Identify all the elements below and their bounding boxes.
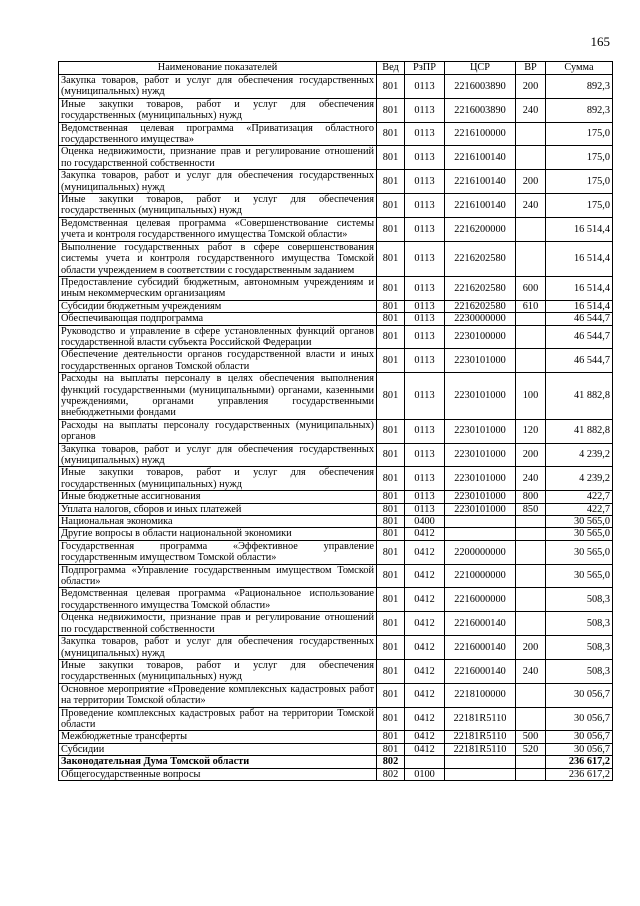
row-vr-cell (516, 768, 546, 780)
row-sum-cell: 30 056,7 (546, 731, 613, 743)
table-row (59, 300, 613, 312)
row-vr-cell: 240 (516, 98, 546, 122)
row-name-cell: Предоставление субсидий бюджетным, автономным учреждениям и иным некоммерческим организациям (59, 276, 377, 300)
row-name-cell: Выполнение государственных работ в сфере совершенствования системы учета и контроля государственного имущества Томской области учреждением в соответствии с государственным заданием (59, 241, 377, 276)
row-sum-cell: 892,3 (546, 75, 613, 99)
row-rzpr-cell: 0412 (405, 707, 445, 731)
row-csr-cell: 2230101000 (445, 373, 516, 420)
row-sum-cell: 30 056,7 (546, 743, 613, 755)
row-csr-cell: 2230101000 (445, 349, 516, 373)
table-body (59, 75, 613, 781)
row-vr-cell: 240 (516, 467, 546, 491)
row-rzpr-cell: 0113 (405, 503, 445, 515)
row-name-cell: Межбюджетные трансферты (59, 731, 377, 743)
table-row (59, 683, 613, 707)
row-csr-cell: 2216202580 (445, 241, 516, 276)
row-rzpr-cell: 0113 (405, 276, 445, 300)
row-name-cell: Национальная экономика (59, 516, 377, 528)
row-ved-cell: 801 (377, 743, 405, 755)
row-ved-cell: 801 (377, 349, 405, 373)
row-name-cell: Ведомственная целевая программа «Совершенствование системы учета и контроля государственного имущества Томской области» (59, 217, 377, 241)
row-vr-cell: 850 (516, 503, 546, 515)
row-vr-cell (516, 683, 546, 707)
row-rzpr-cell: 0113 (405, 170, 445, 194)
table-row (59, 768, 613, 780)
row-vr-cell (516, 241, 546, 276)
row-ved-cell: 801 (377, 659, 405, 683)
row-sum-cell: 16 514,4 (546, 217, 613, 241)
row-name-cell: Иные закупки товаров, работ и услуг для обеспечения государственных (муниципальных) нужд (59, 467, 377, 491)
row-ved-cell: 801 (377, 419, 405, 443)
table-row (59, 659, 613, 683)
table-row (59, 516, 613, 528)
row-name-cell: Ведомственная целевая программа «Рациональное использование государственного имущества Томской области» (59, 588, 377, 612)
row-csr-cell: 2216000140 (445, 612, 516, 636)
row-rzpr-cell: 0113 (405, 325, 445, 349)
table-row (59, 731, 613, 743)
table-row (59, 194, 613, 218)
row-ved-cell: 801 (377, 588, 405, 612)
row-rzpr-cell: 0113 (405, 467, 445, 491)
row-rzpr-cell: 0412 (405, 636, 445, 660)
row-csr-cell: 2216000140 (445, 636, 516, 660)
row-vr-cell (516, 217, 546, 241)
table-row (59, 612, 613, 636)
row-ved-cell: 801 (377, 503, 405, 515)
table-row (59, 491, 613, 503)
row-rzpr-cell: 0100 (405, 768, 445, 780)
column-header-sum: Сумма (546, 62, 613, 75)
row-ved-cell: 801 (377, 683, 405, 707)
row-csr-cell: 2230100000 (445, 325, 516, 349)
row-vr-cell (516, 756, 546, 768)
row-name-cell: Закупка товаров, работ и услуг для обеспечения государственных (муниципальных) нужд (59, 636, 377, 660)
row-vr-cell: 800 (516, 491, 546, 503)
row-sum-cell: 30 565,0 (546, 564, 613, 588)
row-ved-cell: 801 (377, 636, 405, 660)
row-vr-cell (516, 528, 546, 540)
row-vr-cell: 200 (516, 636, 546, 660)
table-row (59, 170, 613, 194)
row-vr-cell: 100 (516, 373, 546, 420)
row-name-cell: Государственная программа «Эффективное управление государственным имуществом Томской области» (59, 540, 377, 564)
row-sum-cell: 41 882,8 (546, 419, 613, 443)
row-rzpr-cell: 0412 (405, 528, 445, 540)
row-ved-cell: 801 (377, 467, 405, 491)
row-name-cell: Закупка товаров, работ и услуг для обеспечения государственных (муниципальных) нужд (59, 75, 377, 99)
row-ved-cell: 801 (377, 241, 405, 276)
row-vr-cell (516, 122, 546, 146)
row-vr-cell (516, 588, 546, 612)
row-csr-cell: 2216003890 (445, 98, 516, 122)
row-sum-cell: 30 056,7 (546, 707, 613, 731)
row-csr-cell (445, 768, 516, 780)
table-row (59, 373, 613, 420)
row-vr-cell (516, 540, 546, 564)
row-vr-cell: 240 (516, 194, 546, 218)
table-row (59, 325, 613, 349)
row-csr-cell: 2230101000 (445, 491, 516, 503)
row-ved-cell: 802 (377, 768, 405, 780)
row-name-cell: Иные бюджетные ассигнования (59, 491, 377, 503)
row-rzpr-cell: 0113 (405, 443, 445, 467)
column-header-name: Наименование показателей (59, 62, 377, 75)
row-rzpr-cell: 0113 (405, 313, 445, 325)
row-csr-cell: 2216200000 (445, 217, 516, 241)
row-ved-cell: 802 (377, 756, 405, 768)
row-sum-cell: 508,3 (546, 612, 613, 636)
row-name-cell: Подпрограмма «Управление государственным имуществом Томской области» (59, 564, 377, 588)
row-vr-cell: 610 (516, 300, 546, 312)
row-csr-cell: 2216100140 (445, 194, 516, 218)
row-sum-cell: 175,0 (546, 146, 613, 170)
row-rzpr-cell: 0412 (405, 612, 445, 636)
row-sum-cell: 4 239,2 (546, 443, 613, 467)
row-sum-cell: 508,3 (546, 588, 613, 612)
row-sum-cell: 508,3 (546, 659, 613, 683)
row-ved-cell: 801 (377, 300, 405, 312)
row-sum-cell: 16 514,4 (546, 241, 613, 276)
row-rzpr-cell (405, 756, 445, 768)
row-vr-cell (516, 707, 546, 731)
column-header-rzpr: РзПР (405, 62, 445, 75)
row-csr-cell: 2230101000 (445, 443, 516, 467)
row-rzpr-cell: 0113 (405, 349, 445, 373)
row-rzpr-cell: 0412 (405, 743, 445, 755)
row-name-cell: Субсидии (59, 743, 377, 755)
row-csr-cell: 22181R5110 (445, 707, 516, 731)
row-sum-cell: 46 544,7 (546, 313, 613, 325)
row-ved-cell: 801 (377, 707, 405, 731)
row-sum-cell: 4 239,2 (546, 467, 613, 491)
row-csr-cell: 2230101000 (445, 467, 516, 491)
table-row (59, 443, 613, 467)
row-rzpr-cell: 0113 (405, 300, 445, 312)
row-sum-cell: 508,3 (546, 636, 613, 660)
row-ved-cell: 801 (377, 146, 405, 170)
row-sum-cell: 16 514,4 (546, 276, 613, 300)
row-sum-cell: 30 565,0 (546, 540, 613, 564)
row-vr-cell (516, 564, 546, 588)
row-vr-cell: 120 (516, 419, 546, 443)
row-name-cell: Субсидии бюджетным учреждениям (59, 300, 377, 312)
table-row (59, 707, 613, 731)
row-sum-cell: 892,3 (546, 98, 613, 122)
row-vr-cell: 520 (516, 743, 546, 755)
row-name-cell: Законодательная Дума Томской области (59, 756, 377, 768)
row-csr-cell: 2230000000 (445, 313, 516, 325)
row-name-cell: Другие вопросы в области национальной экономики (59, 528, 377, 540)
row-rzpr-cell: 0113 (405, 194, 445, 218)
row-name-cell: Ведомственная целевая программа «Приватизация областного государственного имущества» (59, 122, 377, 146)
row-csr-cell (445, 756, 516, 768)
row-ved-cell: 801 (377, 194, 405, 218)
row-csr-cell: 2216100140 (445, 170, 516, 194)
row-csr-cell: 2216202580 (445, 276, 516, 300)
row-rzpr-cell: 0113 (405, 98, 445, 122)
row-ved-cell: 801 (377, 564, 405, 588)
row-sum-cell: 175,0 (546, 122, 613, 146)
table-header-row (59, 62, 613, 75)
row-sum-cell: 16 514,4 (546, 300, 613, 312)
table-row (59, 313, 613, 325)
row-csr-cell: 2216100140 (445, 146, 516, 170)
row-csr-cell: 2216100000 (445, 122, 516, 146)
row-ved-cell: 801 (377, 75, 405, 99)
row-rzpr-cell: 0412 (405, 540, 445, 564)
row-name-cell: Иные закупки товаров, работ и услуг для обеспечения государственных (муниципальных) нужд (59, 659, 377, 683)
row-vr-cell: 200 (516, 443, 546, 467)
page-number: 165 (590, 34, 610, 49)
row-name-cell: Иные закупки товаров, работ и услуг для обеспечения государственных (муниципальных) нужд (59, 194, 377, 218)
row-rzpr-cell: 0113 (405, 75, 445, 99)
row-name-cell: Обеспечивающая подпрограмма (59, 313, 377, 325)
row-vr-cell: 500 (516, 731, 546, 743)
row-rzpr-cell: 0412 (405, 731, 445, 743)
row-ved-cell: 801 (377, 217, 405, 241)
row-name-cell: Расходы на выплаты персоналу государственных (муниципальных) органов (59, 419, 377, 443)
row-sum-cell: 422,7 (546, 491, 613, 503)
row-rzpr-cell: 0113 (405, 146, 445, 170)
row-csr-cell: 2200000000 (445, 540, 516, 564)
row-sum-cell: 46 544,7 (546, 325, 613, 349)
row-ved-cell: 801 (377, 612, 405, 636)
row-name-cell: Общегосударственные вопросы (59, 768, 377, 780)
table-row (59, 146, 613, 170)
column-header-vr: ВР (516, 62, 546, 75)
row-vr-cell (516, 516, 546, 528)
table-row (59, 503, 613, 515)
table-row (59, 756, 613, 768)
row-sum-cell: 30 565,0 (546, 516, 613, 528)
row-csr-cell: 2216003890 (445, 75, 516, 99)
row-vr-cell: 200 (516, 170, 546, 194)
row-sum-cell: 30 056,7 (546, 683, 613, 707)
row-ved-cell: 801 (377, 313, 405, 325)
row-ved-cell: 801 (377, 443, 405, 467)
row-ved-cell: 801 (377, 325, 405, 349)
row-name-cell: Руководство и управление в сфере установленных функций органов государственной власти субъекта Российской Федерации (59, 325, 377, 349)
table-row (59, 743, 613, 755)
row-ved-cell: 801 (377, 373, 405, 420)
row-rzpr-cell: 0400 (405, 516, 445, 528)
column-header-ved: Вед (377, 62, 405, 75)
row-name-cell: Основное мероприятие «Проведение комплексных кадастровых работ на территории Томской области» (59, 683, 377, 707)
row-vr-cell: 240 (516, 659, 546, 683)
table-row (59, 540, 613, 564)
row-sum-cell: 236 617,2 (546, 756, 613, 768)
row-sum-cell: 175,0 (546, 170, 613, 194)
row-csr-cell: 2218100000 (445, 683, 516, 707)
row-vr-cell: 200 (516, 75, 546, 99)
row-ved-cell: 801 (377, 516, 405, 528)
row-csr-cell: 22181R5110 (445, 743, 516, 755)
row-rzpr-cell: 0113 (405, 122, 445, 146)
row-name-cell: Проведение комплексных кадастровых работ на территории Томской области (59, 707, 377, 731)
row-ved-cell: 801 (377, 528, 405, 540)
row-csr-cell: 2210000000 (445, 564, 516, 588)
row-sum-cell: 175,0 (546, 194, 613, 218)
row-rzpr-cell: 0412 (405, 659, 445, 683)
row-csr-cell: 2216000140 (445, 659, 516, 683)
row-rzpr-cell: 0113 (405, 491, 445, 503)
row-sum-cell: 236 617,2 (546, 768, 613, 780)
row-rzpr-cell: 0113 (405, 373, 445, 420)
row-csr-cell: 2230101000 (445, 419, 516, 443)
row-ved-cell: 801 (377, 491, 405, 503)
table-row (59, 241, 613, 276)
row-vr-cell: 600 (516, 276, 546, 300)
table-row (59, 419, 613, 443)
table-row (59, 349, 613, 373)
row-rzpr-cell: 0113 (405, 241, 445, 276)
row-name-cell: Иные закупки товаров, работ и услуг для обеспечения государственных (муниципальных) нужд (59, 98, 377, 122)
table-row (59, 98, 613, 122)
table-row (59, 276, 613, 300)
row-vr-cell (516, 313, 546, 325)
table-row (59, 467, 613, 491)
row-csr-cell (445, 516, 516, 528)
row-name-cell: Расходы на выплаты персоналу в целях обеспечения выполнения функций государственными (муниципальными) органами, казенными учреждениями, органами управления государственными внебюджетными фондами (59, 373, 377, 420)
row-ved-cell: 801 (377, 98, 405, 122)
row-rzpr-cell: 0412 (405, 588, 445, 612)
budget-table (58, 61, 613, 781)
row-csr-cell: 2216000000 (445, 588, 516, 612)
row-csr-cell: 2216202580 (445, 300, 516, 312)
table-row (59, 75, 613, 99)
row-rzpr-cell: 0412 (405, 683, 445, 707)
row-ved-cell: 801 (377, 276, 405, 300)
row-csr-cell: 22181R5110 (445, 731, 516, 743)
row-csr-cell: 2230101000 (445, 503, 516, 515)
row-rzpr-cell: 0412 (405, 564, 445, 588)
row-csr-cell (445, 528, 516, 540)
table-row (59, 636, 613, 660)
row-name-cell: Закупка товаров, работ и услуг для обеспечения государственных (муниципальных) нужд (59, 443, 377, 467)
row-ved-cell: 801 (377, 122, 405, 146)
table-row (59, 217, 613, 241)
row-ved-cell: 801 (377, 731, 405, 743)
row-vr-cell (516, 325, 546, 349)
row-vr-cell (516, 146, 546, 170)
row-name-cell: Оценка недвижимости, признание прав и регулирование отношений по государственной собственности (59, 612, 377, 636)
table-row (59, 528, 613, 540)
row-name-cell: Закупка товаров, работ и услуг для обеспечения государственных (муниципальных) нужд (59, 170, 377, 194)
row-sum-cell: 30 565,0 (546, 528, 613, 540)
row-rzpr-cell: 0113 (405, 217, 445, 241)
row-sum-cell: 46 544,7 (546, 349, 613, 373)
row-name-cell: Обеспечение деятельности органов государственной власти и иных государственных органов Томской области (59, 349, 377, 373)
table-row (59, 564, 613, 588)
row-sum-cell: 422,7 (546, 503, 613, 515)
row-rzpr-cell: 0113 (405, 419, 445, 443)
row-sum-cell: 41 882,8 (546, 373, 613, 420)
row-name-cell: Уплата налогов, сборов и иных платежей (59, 503, 377, 515)
row-vr-cell (516, 349, 546, 373)
row-ved-cell: 801 (377, 170, 405, 194)
table-row (59, 588, 613, 612)
column-header-csr: ЦСР (445, 62, 516, 75)
row-name-cell: Оценка недвижимости, признание прав и регулирование отношений по государственной собственности (59, 146, 377, 170)
table-row (59, 122, 613, 146)
row-vr-cell (516, 612, 546, 636)
row-ved-cell: 801 (377, 540, 405, 564)
